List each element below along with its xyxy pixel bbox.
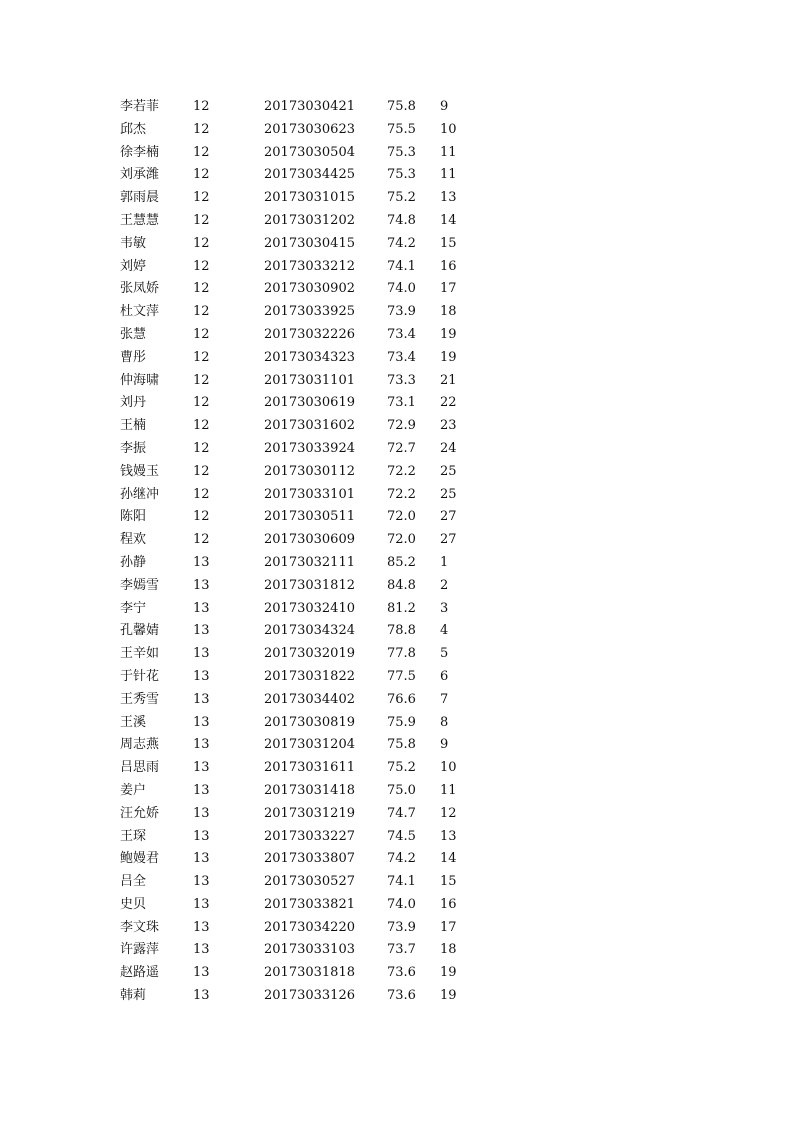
student-id: 20173030609 — [264, 532, 355, 548]
student-id: 20173033227 — [264, 828, 355, 844]
student-name: 王慧慧 — [120, 212, 160, 228]
score: 74.1 — [387, 874, 416, 890]
class-number: 13 — [193, 965, 210, 981]
student-name: 刘丹 — [120, 395, 147, 411]
score: 75.8 — [387, 737, 416, 753]
student-name: 姜户 — [120, 782, 147, 798]
rank: 10 — [440, 760, 457, 776]
rank: 3 — [440, 600, 449, 616]
table-row — [0, 620, 794, 643]
table-row — [0, 780, 794, 803]
class-number: 12 — [193, 167, 210, 183]
class-number: 13 — [193, 874, 210, 890]
score: 72.0 — [387, 532, 416, 548]
score: 72.9 — [387, 418, 416, 434]
table-row — [0, 256, 794, 279]
rank: 19 — [440, 965, 457, 981]
table-row — [0, 666, 794, 689]
rank: 13 — [440, 190, 457, 206]
rank: 11 — [440, 782, 457, 798]
rank: 23 — [440, 418, 457, 434]
student-id: 20173030511 — [264, 509, 355, 525]
student-name: 李宁 — [120, 600, 147, 616]
class-number: 12 — [193, 235, 210, 251]
rank: 17 — [440, 281, 457, 297]
student-id: 20173031611 — [264, 760, 355, 776]
rank: 10 — [440, 121, 457, 137]
student-name: 韦敏 — [120, 235, 147, 251]
rank: 1 — [440, 554, 449, 570]
table-row — [0, 575, 794, 598]
table-row — [0, 757, 794, 780]
student-name: 徐李楠 — [120, 144, 160, 160]
student-id: 20173034220 — [264, 919, 355, 935]
class-number: 12 — [193, 486, 210, 502]
table-row — [0, 142, 794, 165]
score: 72.2 — [387, 463, 416, 479]
class-number: 12 — [193, 463, 210, 479]
student-id: 20173030415 — [264, 235, 355, 251]
rank: 6 — [440, 668, 449, 684]
student-id: 20173031204 — [264, 737, 355, 753]
student-id: 20173031822 — [264, 668, 355, 684]
class-number: 13 — [193, 554, 210, 570]
class-number: 12 — [193, 395, 210, 411]
score: 81.2 — [387, 600, 416, 616]
score: 74.2 — [387, 851, 416, 867]
rank: 25 — [440, 463, 457, 479]
class-number: 12 — [193, 281, 210, 297]
rank: 27 — [440, 509, 457, 525]
table-row — [0, 962, 794, 985]
class-number: 13 — [193, 623, 210, 639]
class-number: 12 — [193, 440, 210, 456]
score: 73.9 — [387, 919, 416, 935]
table-row — [0, 233, 794, 256]
student-id: 20173031219 — [264, 805, 355, 821]
score: 75.9 — [387, 714, 416, 730]
rank: 27 — [440, 532, 457, 548]
student-id: 20173030623 — [264, 121, 355, 137]
table-row — [0, 529, 794, 552]
score: 75.0 — [387, 782, 416, 798]
class-number: 13 — [193, 828, 210, 844]
rank: 24 — [440, 440, 457, 456]
student-id: 20173030112 — [264, 463, 355, 479]
rank: 16 — [440, 896, 457, 912]
score: 73.6 — [387, 965, 416, 981]
table-row — [0, 392, 794, 415]
student-id: 20173031015 — [264, 190, 355, 206]
class-number: 13 — [193, 988, 210, 1004]
rank: 19 — [440, 349, 457, 365]
student-id: 20173033126 — [264, 988, 355, 1004]
score: 72.0 — [387, 509, 416, 525]
student-name: 程欢 — [120, 532, 147, 548]
student-name: 张凤娇 — [120, 281, 160, 297]
rank: 13 — [440, 828, 457, 844]
student-id: 20173033103 — [264, 942, 355, 958]
table-row — [0, 552, 794, 575]
class-number: 13 — [193, 668, 210, 684]
table-row — [0, 415, 794, 438]
rank: 9 — [440, 737, 449, 753]
student-name: 孙继冲 — [120, 486, 160, 502]
student-name: 刘婷 — [120, 258, 147, 274]
student-id: 20173032226 — [264, 326, 355, 342]
score: 75.3 — [387, 167, 416, 183]
score: 73.9 — [387, 304, 416, 320]
class-number: 12 — [193, 99, 210, 114]
score: 72.7 — [387, 440, 416, 456]
student-name: 孙静 — [120, 554, 147, 570]
class-number: 12 — [193, 372, 210, 388]
score: 74.8 — [387, 212, 416, 228]
student-name: 王楠 — [120, 418, 147, 434]
class-number: 13 — [193, 737, 210, 753]
student-name: 赵路遥 — [120, 965, 160, 981]
rank: 12 — [440, 805, 457, 821]
table-row — [0, 438, 794, 461]
rank: 2 — [440, 577, 449, 593]
score: 73.7 — [387, 942, 416, 958]
rank: 22 — [440, 395, 457, 411]
student-id: 20173032410 — [264, 600, 355, 616]
rank: 11 — [440, 167, 457, 183]
score: 74.2 — [387, 235, 416, 251]
class-number: 13 — [193, 577, 210, 593]
class-number: 12 — [193, 326, 210, 342]
table-row — [0, 461, 794, 484]
rank: 8 — [440, 714, 449, 730]
score: 74.7 — [387, 805, 416, 821]
student-id: 20173034402 — [264, 691, 355, 707]
table-row — [0, 347, 794, 370]
score: 76.6 — [387, 691, 416, 707]
class-number: 13 — [193, 782, 210, 798]
student-id: 20173030504 — [264, 144, 355, 160]
student-id: 20173031602 — [264, 418, 355, 434]
rank: 19 — [440, 988, 457, 1004]
student-name: 许露萍 — [120, 942, 160, 958]
rank: 11 — [440, 144, 457, 160]
rank: 14 — [440, 212, 457, 228]
class-number: 13 — [193, 851, 210, 867]
rank: 16 — [440, 258, 457, 274]
score: 74.0 — [387, 896, 416, 912]
student-id: 20173030619 — [264, 395, 355, 411]
score: 72.2 — [387, 486, 416, 502]
student-name: 郭雨晨 — [120, 190, 160, 206]
table-row — [0, 712, 794, 735]
table-row — [0, 164, 794, 187]
score: 85.2 — [387, 554, 416, 570]
table-row — [0, 894, 794, 917]
table-row — [0, 643, 794, 666]
student-id: 20173030819 — [264, 714, 355, 730]
rank: 15 — [440, 874, 457, 890]
class-number: 13 — [193, 600, 210, 616]
rank: 21 — [440, 372, 457, 388]
student-name: 于针花 — [120, 668, 160, 684]
table-row — [0, 506, 794, 529]
student-name: 钱嫚玉 — [120, 463, 160, 479]
student-name: 仲海啸 — [120, 372, 160, 388]
class-number: 12 — [193, 304, 210, 320]
score: 75.8 — [387, 99, 416, 114]
table-row — [0, 734, 794, 757]
table-row — [0, 917, 794, 940]
score: 73.3 — [387, 372, 416, 388]
rank: 19 — [440, 326, 457, 342]
student-id: 20173033925 — [264, 304, 355, 320]
student-id: 20173031812 — [264, 577, 355, 593]
score: 77.5 — [387, 668, 416, 684]
table-row — [0, 826, 794, 849]
class-number: 13 — [193, 919, 210, 935]
student-id: 20173034425 — [264, 167, 355, 183]
table-row — [0, 689, 794, 712]
rank: 18 — [440, 942, 457, 958]
student-name: 王琛 — [120, 828, 147, 844]
class-number: 13 — [193, 896, 210, 912]
class-number: 12 — [193, 121, 210, 137]
rank: 18 — [440, 304, 457, 320]
student-name: 孔馨婧 — [120, 623, 160, 639]
score: 84.8 — [387, 577, 416, 593]
student-name: 王辛如 — [120, 646, 160, 662]
class-number: 13 — [193, 760, 210, 776]
student-name: 汪允娇 — [120, 805, 160, 821]
rank: 17 — [440, 919, 457, 935]
rank: 7 — [440, 691, 449, 707]
student-name: 吕思雨 — [120, 760, 160, 776]
table-row — [0, 96, 794, 119]
rank: 5 — [440, 646, 449, 662]
table-row — [0, 119, 794, 142]
student-id: 20173034324 — [264, 623, 355, 639]
student-id: 20173031418 — [264, 782, 355, 798]
student-name: 曹彤 — [120, 349, 147, 365]
student-name: 邱杰 — [120, 121, 147, 137]
student-name: 李若菲 — [120, 99, 160, 114]
score: 78.8 — [387, 623, 416, 639]
table-row — [0, 278, 794, 301]
student-id: 20173033924 — [264, 440, 355, 456]
score: 73.4 — [387, 326, 416, 342]
student-id: 20173031818 — [264, 965, 355, 981]
student-id: 20173030902 — [264, 281, 355, 297]
table-row — [0, 848, 794, 871]
score: 74.5 — [387, 828, 416, 844]
student-name: 周志燕 — [120, 737, 160, 753]
table-row — [0, 871, 794, 894]
score: 75.2 — [387, 190, 416, 206]
table-row — [0, 187, 794, 210]
score: 75.2 — [387, 760, 416, 776]
class-number: 13 — [193, 942, 210, 958]
student-id: 20173033807 — [264, 851, 355, 867]
score: 75.5 — [387, 121, 416, 137]
rank: 9 — [440, 99, 449, 114]
table-row — [0, 598, 794, 621]
student-name: 王秀雪 — [120, 691, 160, 707]
table-row — [0, 484, 794, 507]
student-name: 吕全 — [120, 874, 147, 890]
rank: 15 — [440, 235, 457, 251]
table-row — [0, 803, 794, 826]
student-name: 刘承潍 — [120, 167, 160, 183]
table-row — [0, 301, 794, 324]
score: 73.4 — [387, 349, 416, 365]
class-number: 12 — [193, 418, 210, 434]
class-number: 13 — [193, 805, 210, 821]
student-name: 李嫣雪 — [120, 577, 160, 593]
score: 77.8 — [387, 646, 416, 662]
student-name: 陈阳 — [120, 509, 147, 525]
student-id: 20173033212 — [264, 258, 355, 274]
student-id: 20173031101 — [264, 372, 355, 388]
class-number: 12 — [193, 532, 210, 548]
student-id: 20173030527 — [264, 874, 355, 890]
class-number: 12 — [193, 212, 210, 228]
table-row — [0, 324, 794, 347]
student-id: 20173030421 — [264, 99, 355, 114]
student-name: 王溪 — [120, 714, 147, 730]
student-id: 20173033821 — [264, 896, 355, 912]
class-number: 12 — [193, 144, 210, 160]
class-number: 12 — [193, 190, 210, 206]
class-number: 12 — [193, 349, 210, 365]
table-row — [0, 939, 794, 962]
table-row — [0, 370, 794, 393]
class-number: 13 — [193, 714, 210, 730]
table-row — [0, 985, 794, 1008]
score: 73.1 — [387, 395, 416, 411]
class-number: 12 — [193, 509, 210, 525]
student-id: 20173032111 — [264, 554, 355, 570]
class-number: 13 — [193, 691, 210, 707]
student-name: 李振 — [120, 440, 147, 456]
score-table — [0, 96, 794, 1008]
student-name: 张慧 — [120, 326, 147, 342]
score: 73.6 — [387, 988, 416, 1004]
score: 74.0 — [387, 281, 416, 297]
rank: 14 — [440, 851, 457, 867]
class-number: 13 — [193, 646, 210, 662]
student-name: 史贝 — [120, 896, 147, 912]
class-number: 12 — [193, 258, 210, 274]
student-id: 20173031202 — [264, 212, 355, 228]
student-name: 韩莉 — [120, 988, 147, 1004]
student-name: 杜文萍 — [120, 304, 160, 320]
table-row — [0, 210, 794, 233]
rank: 25 — [440, 486, 457, 502]
student-id: 20173032019 — [264, 646, 355, 662]
student-id: 20173034323 — [264, 349, 355, 365]
student-name: 鲍嫚君 — [120, 851, 160, 867]
score: 74.1 — [387, 258, 416, 274]
student-name: 李文珠 — [120, 919, 160, 935]
rank: 4 — [440, 623, 449, 639]
student-id: 20173033101 — [264, 486, 355, 502]
score: 75.3 — [387, 144, 416, 160]
